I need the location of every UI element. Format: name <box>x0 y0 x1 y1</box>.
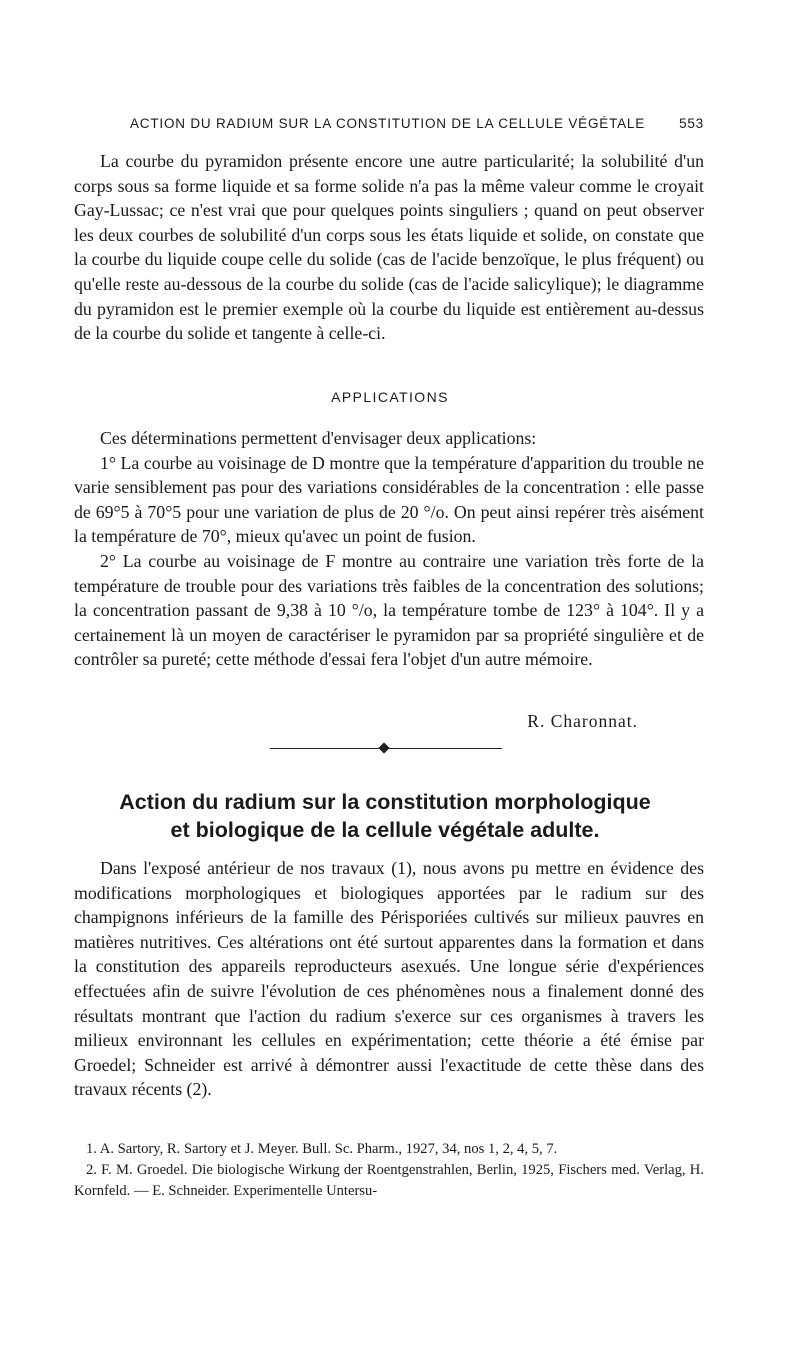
applications-section <box>74 426 704 672</box>
footnote-2: 2. F. M. Groedel. Die biologische Wirkung der Roentgenstrahlen, Berlin, 1925, Fischers med. Verlag, H. Kornfeld. — E. Schneider. Experimentelle Untersu- <box>74 1162 704 1199</box>
article-body <box>74 856 704 1102</box>
running-head <box>130 116 704 131</box>
article-title-line-1: Action du radium sur la constitution morphologique <box>119 790 651 814</box>
article-title-line-2: et biologique de la cellule végétale adulte. <box>170 818 600 842</box>
page-number: 553 <box>679 116 704 131</box>
body-paragraph: La courbe du pyramidon présente encore une autre particularité; la solubilité d'un corps sous sa forme liquide et sa forme solide n'a pas la même valeur comme le croyait Gay-Lussac; ce n'est vrai que pour quelques points singuliers ; quand on peut observer les deux courbes de solubilité d'un corps sous les états liquide et solide, on constate que la courbe du liquide coupe celle du solide (cas de l'acide benzoïque, le plus fréquent) ou qu'elle reste au-dessous de la courbe du solide (cas de l'acide salicylique); le diagramme du pyramidon est le premier exemple où la courbe du liquide est entièrement au-dessus de la courbe du solide et tangente à celle-ci. <box>74 151 704 344</box>
application-point-2: 2° La courbe au voisinage de F montre au contraire une variation très forte de la température de trouble pour des variations très faibles de la concentration des solutions; la concentration passant de 9,38 à 10 °/o, la température tombe de 123° à 104°. Il y a certainement là un moyen de caractériser le pyramidon par sa propriété singulière et de contrôler sa pureté; cette méthode d'essai fera l'objet d'un autre mémoire. <box>74 550 704 670</box>
article-title <box>60 788 710 844</box>
section-heading-applications: APPLICATIONS <box>331 389 449 405</box>
section-separator <box>270 747 502 749</box>
footnotes <box>74 1139 704 1202</box>
article-paragraph: Dans l'exposé antérieur de nos travaux (1), nous avons pu mettre en évidence des modifications morphologiques et biologiques apportées par le radium sur des champignons inférieurs de la famille des Périsporiées cultivés sur milieux pauvres en matières nutritives. Ces altérations ont été surtout apparentes dans la formation et dans la constitution des appareils reproducteurs asexués. Une longue série d'expériences effectuées afin de suivre l'évolution de ces phénomènes nous a finalement donné des résultats montrant que l'action du radium s'exerce sur ces organismes à travers les milieux environnant les cellules en expérimentation; cette théorie a été émise par Groedel; Schneider est arrivé à démontrer aussi l'exactitude de cette thèse dans des travaux récents (2). <box>74 858 704 1100</box>
running-head-title: ACTION DU RADIUM SUR LA CONSTITUTION DE LA CELLULE VÉGÉTALE <box>130 116 646 131</box>
diamond-ornament-icon <box>378 742 389 753</box>
pyramidon-curve-section <box>74 149 704 346</box>
footnote-1: 1. A. Sartory, R. Sartory et J. Meyer. Bull. Sc. Pharm., 1927, 34, nos 1, 2, 4, 5, 7. <box>86 1141 558 1157</box>
application-point-1: 1° La courbe au voisinage de D montre que la température d'apparition du trouble ne varie sensiblement pas pour des variations considérables de la concentration : elle passe de 69°5 à 70°5 pour une variation de plus de 20 °/o. On peut ainsi repérer très aisément la température de 70°, mieux qu'avec un point de fusion. <box>74 452 704 547</box>
author-signature: R. Charonnat. <box>527 711 638 731</box>
applications-intro: Ces déterminations permettent d'envisager deux applications: <box>100 428 537 448</box>
